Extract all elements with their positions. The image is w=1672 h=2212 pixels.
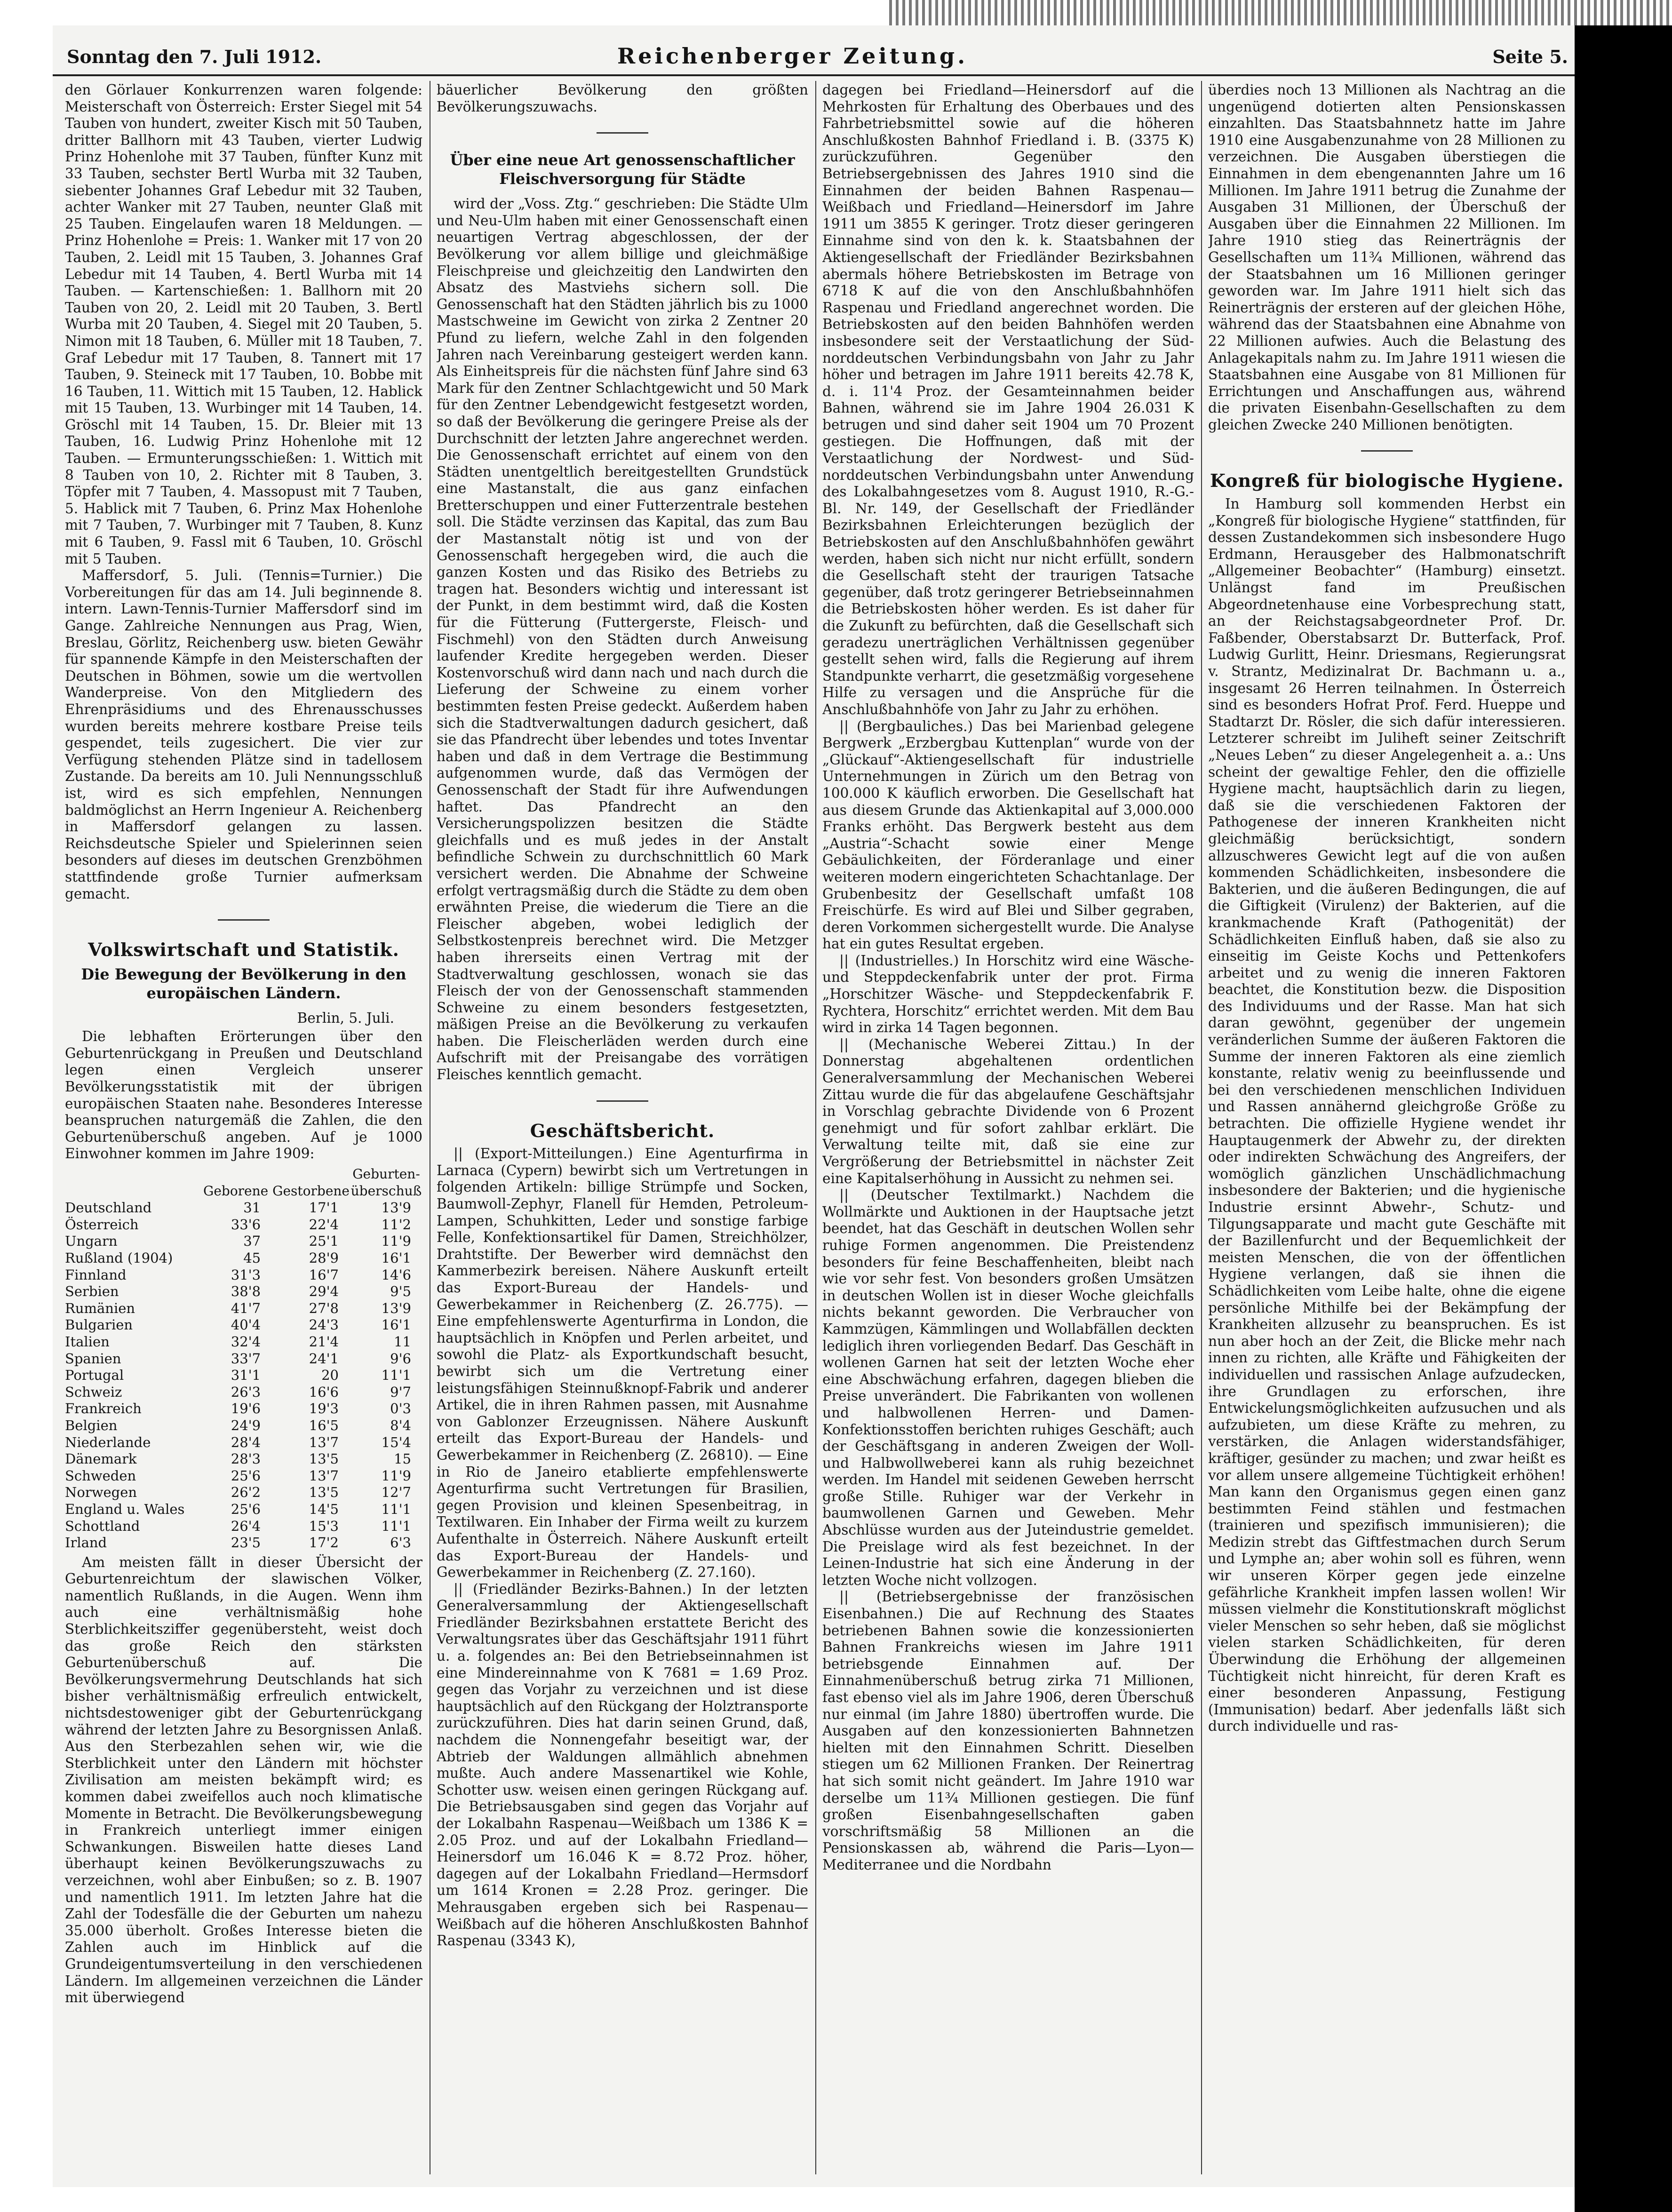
country-cell: Niederlande — [65, 1434, 151, 1450]
table-row — [65, 1283, 422, 1300]
column-rule — [1201, 81, 1202, 2174]
article-headline: Die Bewegung der Bevölkerung in den europäischen Ländern. — [81, 965, 406, 1002]
country-cell: Dänemark — [65, 1451, 137, 1467]
article-text: dagegen bei Friedland—Heinersdorf auf die Mehrkosten für Erhaltung des Oberbaues und des Fahrbetriebsmittel sowie auf die höheren Anschlußkosten Bahnhof Friedland i. B. (3375 K) zurückzuführen. Gegenüber den Betriebsergebnissen des Jahres 1910 sind die Einnahmen der beiden Bahnen Raspenau—Weißbach und Friedland—Heinersdorf im Jahre 1911 um 3855 K geringer. Trotz dieser geringeren Einnahme sind von den k. k. Staatsbahnen der Aktiengesellschaft der Friedländer Bezirksbahnen abermals höhere Betriebskosten im Betrage von 6718 K auf die von den Anschlußbahnhöfen Raspenau und Friedland angerechnet worden. Die Betriebskosten auf den beiden Bahnhöfen werden insbesondere seit der Verstaatlichung der Süd-norddeutschen Verbindungsbahn von Jahr zu Jahr höher und betragen im Jahre 1911 bereits 42.78 K, d. i. 11'4 Proz. der Gesamteinnahmen beider Bahnen, während sie im Jahre 1904 26.031 K betrugen und sind daher seit 1904 um 70 Prozent gestiegen. Die Hoffnungen, daß mit der Verstaatlichung der Nordwest- und Süd-norddeutschen Verbindungsbahn unter Anwendung des Lokalbahngesetzes vom 8. August 1910, R.-G.-Bl. Nr. 149, der Gesellschaft der Friedländer Bezirksbahnen Erleichterungen bezüglich der Betriebskosten auf den Anschlußbahnhöfen gewährt werden, haben sich nicht nur nicht erfüllt, sondern die Gesellschaft steht der traurigen Tatsache gegenüber, daß trotz geringerer Betriebseinnahmen die Betriebskosten höher werden. Es ist daher für die Zukunft zu befürchten, daß die Gesellschaft sich geradezu unerträglichen Verhältnissen gegenüber gestellt sehen wird, falls die Regierung auf ihrem Standpunkte verharrt, die gesetzmäßig vorgesehene Hilfe zu versagen und die Ansprüche für die Anschlußbahnhöfe von Jahr zu Jahr zu erhöhen. — [822, 82, 1194, 717]
table-row — [65, 1535, 422, 1552]
value-cell: 14'6 — [381, 1266, 411, 1283]
value-cell: 0'3 — [390, 1400, 411, 1417]
value-cell: 45 — [243, 1250, 261, 1266]
value-cell: 22'4 — [309, 1216, 339, 1233]
table-row — [65, 1334, 422, 1351]
value-cell: 37 — [243, 1233, 261, 1249]
value-cell: 23'5 — [231, 1535, 261, 1551]
value-cell: 25'6 — [231, 1467, 261, 1484]
value-cell: 17'2 — [309, 1535, 339, 1551]
value-cell: 11'1 — [381, 1501, 411, 1517]
country-cell: Serbien — [65, 1283, 119, 1300]
value-cell: 31'3 — [231, 1266, 261, 1283]
value-cell: 11'9 — [381, 1467, 411, 1484]
table-header: Geburten-überschuß — [350, 1166, 422, 1199]
section-divider — [597, 1100, 648, 1102]
section-heading: Kongreß für biologische Hygiene. — [1210, 470, 1564, 492]
value-cell: 26'2 — [231, 1484, 261, 1501]
value-cell: 11 — [394, 1333, 411, 1350]
table-row — [65, 1367, 422, 1384]
section-divider — [218, 919, 270, 921]
scan-artifact-dots — [889, 0, 1672, 25]
value-cell: 40'4 — [231, 1317, 261, 1333]
value-cell: 13'9 — [381, 1300, 411, 1316]
value-cell: 31'1 — [231, 1367, 261, 1384]
article-text: Die lebhaften Erörterungen über den Geburtenrückgang in Preußen und Deutschland legen einen Vergleich unserer Bevölkerungsstatistik mit der übrigen europäischen Staaten nahe. Besonderes Interesse beanspruchen naturgemäß die Zahlen, die den Geburtenüberschuß angeben. Auf je 1000 Einwohner kommen im Jahre 1909: — [65, 1028, 422, 1162]
country-cell: Schottland — [65, 1518, 140, 1534]
value-cell: 26'4 — [231, 1518, 261, 1534]
value-cell: 41'7 — [231, 1300, 261, 1316]
country-cell: Deutschland — [65, 1200, 152, 1216]
value-cell: 29'4 — [309, 1283, 339, 1300]
value-cell: 27'8 — [309, 1300, 339, 1316]
country-cell: Norwegen — [65, 1484, 137, 1501]
column-4 — [1208, 82, 1566, 2175]
value-cell: 38'8 — [231, 1283, 261, 1300]
value-cell: 9'7 — [390, 1384, 411, 1400]
article-text: || (Industrielles.) In Horschitz wird eine Wäsche- und Steppdeckenfabrik unter der prot. Firma „Horschitzer Wäsche- und Steppdeckenfabrik F. Rychtera, Horschitz“ errichtet werden. Mit dem Bau wird in zirka 14 Tagen begonnen. — [822, 952, 1194, 1036]
value-cell: 25'6 — [231, 1501, 261, 1517]
value-cell: 11'1 — [381, 1367, 411, 1384]
article-text: || (Export-Mitteilungen.) Eine Agenturfirma in Larnaca (Cypern) bewirbt sich um Vertretungen in folgenden Artikeln: billige Strümpfe und Socken, Baumwoll-Zephyr, Flanell für Hemden, Petroleum-Lampen, Schuhkitten, Leder und sonstige farbige Felle, Konfektionsartikel für Damen, Streichhölzer, Drahtstifte. Der Bewerber wird demnächst den Kammerbezirk bereisen. Nähere Auskunft erteilt das Export-Bureau der Handels- und Gewerbekammer in Reichenberg (Z. 26.775). — Eine empfehlenswerte Agenturfirma in London, die hauptsächlich in Knöpfen und Perlen arbeitet, und sowohl die Platz- als Exportkundschaft besucht, bewirbt sich um die Vertretung einer leistungsfähigen Steinnußknopf-Fabrik und anderer Artikel, die in ihren Rahmen passen, mit Ausnahme von Gablonzer Erzeugnissen. Nähere Auskunft erteilt das Export-Bureau der Handels- und Gewerbekammer in Reichenberg (Z. 26810). — Eine in Rio de Janeiro etablierte empfehlenswerte Agenturfirma sucht Vertretungen für Brasilien, gegen Provision und kleinen Spesenbeitrag, in Textilwaren. Ein Inhaber der Firma weilt zu kurzem Aufenthalte in Österreich. Nähere Auskunft erteilt das Export-Bureau der Handels- und Gewerbekammer in Reichenberg (Z. 27.160). — [437, 1146, 808, 1581]
value-cell: 15'4 — [381, 1434, 411, 1450]
section-divider — [1361, 450, 1413, 452]
value-cell: 24'1 — [309, 1350, 339, 1367]
country-cell: Italien — [65, 1333, 110, 1350]
section-divider — [597, 132, 648, 134]
column-2 — [437, 82, 808, 2175]
value-cell: 6'3 — [390, 1535, 411, 1551]
table-row — [65, 1200, 422, 1217]
country-cell: Ungarn — [65, 1233, 118, 1249]
article-text: || (Betriebsergebnisse der französischen Eisenbahnen.) Die auf Rechnung des Staates betriebenen Bahnen sowie die konzessionierten Bahnen Frankreichs wiesen im Jahre 1911 betriebsgende Einnahmen auf. Der Einnahmenüberschuß betrug zirka 71 Millionen, fast ebenso viel als im Jahre 1906, deren Überschuß nur einmal (im Jahre 1880) übertroffen wurde. Die Ausgaben auf den konzessionierten Bahnnetzen hielten mit den Einnahmen Schritt. Dieselben stiegen um 62 Millionen Franken. Der Reinertrag hat sich somit nicht geändert. Im Jahre 1910 war derselbe um 11¾ Millionen gestiegen. Die fünf großen Eisenbahngesellschaften gaben vorschriftsmäßig 58 Millionen an die Pensionskassen ab, während die Paris—Lyon—Mediterranee und die Nordbahn — [822, 1589, 1194, 1873]
column-3 — [822, 82, 1194, 2175]
value-cell: 15 — [394, 1451, 411, 1467]
value-cell: 28'9 — [309, 1250, 339, 1266]
country-cell: Spanien — [65, 1350, 121, 1367]
value-cell: 33'6 — [231, 1216, 261, 1233]
value-cell: 11'1 — [381, 1518, 411, 1534]
article-text: wird der „Voss. Ztg.“ geschrieben: Die Städte Ulm und Neu-Ulm haben mit einer Genossenschaft einen neuartigen Vertrag abgeschlossen, der der Bevölkerung vor allem billige und gleichmäßige Fleischpreise und gleichzeitig den Landwirten den Absatz des Mastviehs sichern soll. Die Genossenschaft hat den Städten jährlich bis zu 1000 Mastschweine im Gewicht von zirka 2 Zentner 20 Pfund zu liefern, welche Zahl in den folgenden Jahren nach Vereinbarung gesteigert werden kann. Als Einheitspreis für die nächsten fünf Jahre sind 63 Mark für den Zentner Schlachtgewicht und 50 Mark für den Zentner Lebendgewicht festgesetzt worden, so daß der Bevölkerung die geringere Preise als der Durchschnitt der letzten Jahre angerechnet werden. Die Genossenschaft errichtet auf einem von den Städten unentgeltlich bereitgestellten Grundstück eine Mastanstalt, die aus ganz einfachen Bretterschuppen und einer Futterzentrale bestehen soll. Die Städte verzinsen das Kapital, das zum Bau der Mastanstalt nötig ist und von der Genossenschaft hergegeben wird, die auch die ganzen Kosten und das Risiko des Betriebs zu tragen hat. Besonders wichtig und interessant ist der Punkt, in dem bestimmt wird, daß die Kosten für die Fütterung (Futtergerste, Fleisch- und Fischmehl) von den Städten durch Anweisung laufender Kredite hergegeben werden. Dieser Kostenvorschuß wird dann nach und nach durch die Lieferung der Schweine zu einem vorher bestimmten festen Preise gedeckt. Außerdem haben sich die Stadtverwaltungen dadurch gesichert, daß sie das Pfandrecht über lebendes und totes Inventar haben und daß in dem Vertrage die Bestimmung aufgenommen wurde, daß das Vermögen der Genossenschaft der Stadt für ihre Aufwendungen haftet. Das Pfandrecht an den Versicherungspolizzen besitzen die Städte gleichfalls und es muß jedes in der Anstalt befindliche Schwein zu durchschnittlich 60 Mark versichert werden. Die Abnahme der Schweine erfolgt vertragsmäßig durch die Städte zu dem oben erwähnten Preise, die wiederum die Tiere an die Fleischer abgeben, wobei lediglich der Selbstkostenpreis berechnet wird. Die Metzger haben ihrerseits einen Vertrag mit der Stadtverwaltung geschlossen, wonach sie das Fleisch der von der Genossenschaft stammenden Schweine zu einem besonders festgesetzten, mäßigen Preise an die Bevölkerung zu verkaufen haben. Die Fleischerläden werden durch eine Aufschrift mit der Preisangabe des vorrätigen Fleisches kenntlich gemacht. — [437, 196, 808, 1083]
section-heading: Volkswirtschaft und Statistik. — [88, 939, 399, 961]
article-text: || (Friedländer Bezirks-Bahnen.) In der letzten Generalversammlung der Aktiengesellschaft Friedländer Bezirksbahnen erstattete Bericht des Verwaltungsrates über das Geschäftsjahr 1911 führt u. a. folgendes an: Bei den Betriebseinnahmen ist eine Mindereinnahme von K 7681 = 1.69 Proz. gegen das Vorjahr zu verzeichnen und ist diese hauptsächlich auf den Rückgang der Holztransporte zurückzuführen. Dies hat darin seinen Grund, daß, nachdem die Nonnengefahr beseitigt war, der Abtrieb der Waldungen allmählich abnehmen mußte. Auch andere Massenartikel wie Kohle, Schotter usw. weisen einen geringen Rückgang auf. Die Betriebsausgaben sind gegen das Vorjahr auf der Lokalbahn Raspenau—Weißbach um 1386 K = 2.05 Proz. und auf der Lokalbahn Friedland—Heinersdorf um 16.046 K = 8.72 Proz. höher, dagegen auf der Lokalbahn Friedland—Hermsdorf um 1614 Kronen = 2.28 Proz. geringer. Die Mehrausgaben ergeben sich bei Raspenau—Weißbach auf die höheren Anschlußkosten Bahnhof Raspenau (3343 K), — [437, 1581, 808, 1949]
dateline: Berlin, 5. Juli. — [297, 1010, 394, 1026]
value-cell: 26'3 — [231, 1384, 261, 1400]
value-cell: 9'5 — [390, 1283, 411, 1300]
table-row — [65, 1484, 422, 1501]
value-cell: 19'3 — [309, 1400, 339, 1417]
table-row — [65, 1451, 422, 1468]
table-header: Geborene — [203, 1183, 269, 1199]
value-cell: 13'7 — [309, 1467, 339, 1484]
value-cell: 20 — [321, 1367, 339, 1384]
table-row — [65, 1233, 422, 1250]
country-cell: Frankreich — [65, 1400, 142, 1417]
value-cell: 24'9 — [231, 1417, 261, 1433]
table-row — [65, 1317, 422, 1334]
value-cell: 31 — [243, 1200, 261, 1216]
country-cell: Finnland — [65, 1266, 127, 1283]
article-text: überdies noch 13 Millionen als Nachtrag an die ungenügend dotierten alten Pensionskassen einzahlten. Das Staatsbahnnetz hatte im Jahre 1910 eine Ausgabenzunahme von 28 Millionen zu verzeichnen. Die Ausgaben überstiegen die Einnahmen in dem ebengenannten Jahre um 16 Millionen. Im Jahre 1911 betrug die Zunahme der Ausgaben 31 Millionen, der Überschuß der Ausgaben über die Einnahmen 22 Millionen. Im Jahre 1910 stieg das Reinerträgnis der Gesellschaften um 11¾ Millionen, während das der Staatsbahnen um 16 Millionen geringer geworden war. Im Jahre 1911 hielt sich das Reinerträgnis der ersteren auf der gleichen Höhe, während das der Staatsbahnen eine Abnahme von 22 Millionen aufwies. Auch die Belastung des Anlagekapitals nahm zu. Im Jahre 1911 wiesen die Staatsbahnen eine Ausgabe von 81 Millionen für Errichtungen und Anschaffungen aus, während die privaten Eisenbahn-Gesellschaften zu dem gleichen Zwecke 240 Millionen benötigten. — [1208, 82, 1566, 433]
value-cell: 21'4 — [309, 1333, 339, 1350]
value-cell: 13'7 — [309, 1434, 339, 1450]
newspaper-title: Reichenberger Zeitung. — [617, 43, 968, 69]
table-row — [65, 1351, 422, 1368]
masthead — [53, 41, 1575, 76]
table-row — [65, 1384, 422, 1401]
table-row — [65, 1250, 422, 1267]
country-cell: England u. Wales — [65, 1501, 185, 1517]
value-cell: 11'9 — [381, 1233, 411, 1249]
value-cell: 8'4 — [390, 1417, 411, 1433]
scan-border — [1575, 25, 1672, 2212]
value-cell: 16'6 — [309, 1384, 339, 1400]
table-header: Gestorbene — [272, 1183, 350, 1199]
value-cell: 25'1 — [309, 1233, 339, 1249]
value-cell: 16'7 — [309, 1266, 339, 1283]
value-cell: 14'5 — [309, 1501, 339, 1517]
value-cell: 13'9 — [381, 1200, 411, 1216]
country-cell: Rußland (1904) — [65, 1250, 173, 1266]
value-cell: 28'3 — [231, 1451, 261, 1467]
table-row — [65, 1417, 422, 1434]
value-cell: 16'1 — [381, 1317, 411, 1333]
country-cell: Schweiz — [65, 1384, 122, 1400]
country-cell: Schweden — [65, 1467, 136, 1484]
table-row — [65, 1267, 422, 1284]
article-text: Maffersdorf, 5. Juli. (Tennis=Turnier.) Die Vorbereitungen für das am 14. Juli beginnende 8. intern. Lawn-Tennis-Turnier Maffersdorf sind im Gange. Zahlreiche Nennungen aus Prag, Wien, Breslau, Görlitz, Reichenberg usw. bieten Gewähr für spannende Kämpfe in den Meisterschaften der Deutschen in Böhmen, sowie um die wertvollen Wanderpreise. Von den Mitgliedern des Ehrenpräsidiums und des Ehrenausschusses wurden bereits mehrere kostbare Preise teils gespendet, teils zugesichert. Die vier zur Verfügung stehenden Plätze sind in tadellosem Zustande. Da bereits am 10. Juli Nennungsschluß ist, wird es sich empfehlen, Nennungen baldmöglichst an Herrn Ingenieur A. Reichenberg in Maffersdorf gelangen zu lassen. Reichsdeutsche Spieler und Spielerinnen seien besonders auf dieses im deutschen Grenzböhmen stattfindende große Turnier aufmerksam gemacht. — [65, 567, 422, 902]
article-text: || (Mechanische Weberei Zittau.) In der Donnerstag abgehaltenen ordentlichen Generalversammlung der Mechanischen Weberei Zittau wurde die für das abgelaufene Geschäftsjahr in Vorschlag gebrachte Dividende von 6 Prozent genehmigt und für sofort zahlbar erklärt. Die Verwaltung teilte mit, daß sie eine zur Vergrößerung der Betriebsmittel in nächster Zeit eine Kapitalserhöhung in Aussicht zu nehmen sei. — [822, 1036, 1194, 1186]
section-heading: Geschäftsbericht. — [530, 1120, 715, 1141]
article-text: || (Bergbauliches.) Das bei Marienbad gelegene Bergwerk „Erzbergbau Kuttenplan“ wurde von der „Glückauf“-Aktiengesellschaft für industrielle Unternehmungen in Zürich um den Betrag von 100.000 K käuflich erworben. Die Gesellschaft hat aus diesem Grunde das Aktienkapital auf 3,000.000 Franks erhöht. Das Bergwerk besteht aus dem „Austria“-Schacht sowie einer Menge Gebäulichkeiten, der Förderanlage und einer weiteren modern eingerichteten Schachtanlage. Der Grubenbesitz der Gesellschaft umfaßt 108 Freischürfe. Es wird auf Blei und Silber gegraben, deren Vorkommen sichergestellt wurde. Die Analyse hat ein gutes Resultat ergeben. — [822, 718, 1194, 952]
value-cell: 33'7 — [231, 1350, 261, 1367]
country-cell: Rumänien — [65, 1300, 135, 1316]
newspaper-page — [53, 25, 1575, 2187]
country-cell: Portugal — [65, 1367, 124, 1384]
value-cell: 13'5 — [309, 1484, 339, 1501]
table-row — [65, 1217, 422, 1233]
value-cell: 16'5 — [309, 1417, 339, 1433]
value-cell: 15'3 — [309, 1518, 339, 1534]
issue-date: Sonntag den 7. Juli 1912. — [67, 46, 322, 67]
country-cell: Belgien — [65, 1417, 118, 1433]
value-cell: 17'1 — [309, 1200, 339, 1216]
country-cell: Irland — [65, 1535, 107, 1551]
value-cell: 24'3 — [309, 1317, 339, 1333]
value-cell: 28'4 — [231, 1434, 261, 1450]
article-text: In Hamburg soll kommenden Herbst ein „Kongreß für biologische Hygiene“ stattfinden, für dessen Zustandekommen sich insbesondere Hugo Erdmann, Herausgeber des Halbmonatschrift „Allgemeiner Beobachter“ (Hamburg) einsetzt. Unlängst fand im Preußischen Abgeordnetenhause eine Vorbesprechung statt, an der Reichstagsabgeordneter Prof. Dr. Faßbender, Oberstabsarzt Dr. Butterfack, Prof. Ludwig Gurlitt, Heinr. Driesmans, Regierungsrat v. Strantz, Medizinalrat Dr. Bachmann u. a., insgesamt 26 Herren teilnahmen. In Österreich sind es besonders Hofrat Prof. Ferd. Hueppe und Stadtarzt Dr. Rösler, die sich dafür interessieren. Letzterer schreibt im Juliheft seiner Zeitschrift „Neues Leben“ zu dieser Angelegenheit a. a.: Uns scheint der gewaltige Fehler, den die offizielle Hygiene macht, hauptsächlich darin zu liegen, daß sie die verschiedenen Faktoren der Pathogenese der inneren Krankheiten nicht gleichmäßig berücksichtigt, sondern allzuschweres Gewicht legt auf die von außen kommenden Schädlichkeiten, insbesondere die Bakterien, und die äußeren Bedingungen, die auf die Giftigkeit (Virulenz) der Bakterien, auf die krankmachende Kraft (Pathogenität) der Schädlichkeiten Einfluß haben, daß sie also zu einseitig im Geiste Kochs und Pettenkofers arbeitet und zu wenig die inneren Faktoren beachtet, die Konstitution bezw. die Disposition des Individuums und der Rasse. Man hat sich daran gewöhnt, gegenüber der ungemein veränderlichen Summe der äußeren Faktoren die Summe der inneren Faktoren als eine ziemlich konstante, relativ wenig zu beeinflussende und bei den verschiedenen menschlichen Individuen und Rassen annähernd gleichgroße Größe zu betrachten. Die offizielle Hygiene wendet ihr Hauptaugenmerk der Abwehr zu, der direkten oder indirekten Schwächung des Angreifers, der womöglich gänzlichen Unschädlichmachung insbesondere der Bakterien; und die hygienische Industrie ersinnt Abwehr-, Schutz- und Tilgungsapparate und macht gute Geschäfte mit der Bazillenfurcht und der Bequemlichkeit der meisten Menschen, die von der öffentlichen Hygiene verlangen, daß sie ihnen die Schädlichkeiten vom Leibe halte, ohne die eigene persönliche Mithilfe bei der Bekämpfung der Krankheiten allzusehr zu beanspruchen. Es ist nun aber hoch an der Zeit, die Blicke mehr nach innen zu richten, alle Kräfte und Fähigkeiten der individuellen und rassischen Anlage aufzudecken, ihre Grundlagen zu erforschen, ihre Entwickelungsmöglichkeiten aufzusuchen und als aufzubieten, um diese Kräfte zu mehren, zu verstärken, die Anlagen widerstandsfähiger, kräftiger, gesünder zu machen; und zwar heißt es vor allem unsere allgemeine Tüchtigkeit erhöhen! Man kann den Organismus gegen einen ganz bestimmten Feind stählen und festmachen (trainieren und spezifisch immunisieren); die Medizin strebt das Giftfestmachen durch Serum und Lymphe an; aber wohin soll es führen, wenn wir unseren Körper gegen jede einzelne gefährliche Krankheit impfen lassen wollen! Wir müssen vielmehr die Konstitutionskraft möglichst vieler Menschen so sehr heben, daß sie möglichst vielen starken Schädlichkeiten, für deren Überwindung die Erhöhung der allgemeinen Tüchtigkeit nicht hinreicht, für deren Kraft es einer besonderen Anpassung, Festigung (Immunisation) bedarf. Aber jedenfalls läßt sich durch individuelle und ras- — [1208, 496, 1566, 1735]
value-cell: 9'6 — [390, 1350, 411, 1367]
table-row — [65, 1400, 422, 1417]
table-row — [65, 1434, 422, 1451]
country-cell: Bulgarien — [65, 1317, 133, 1333]
table-header-row — [65, 1165, 422, 1200]
value-cell: 12'7 — [381, 1484, 411, 1501]
value-cell: 19'6 — [231, 1400, 261, 1417]
table-row — [65, 1300, 422, 1317]
article-text: || (Deutscher Textilmarkt.) Nachdem die Wollmärkte und Auktionen in der Hauptsache jetzt beendet, hat das Geschäft in deutschen Wollen sehr ruhige Formen angenommen. Die Preistendenz besonders für feine Beschaffenheiten, bleibt nach wie vor sehr fest. Von besonders großen Umsätzen in deutschen Wollen ist in dieser Woche gleichfalls nichts bekannt geworden. Die Verbraucher von Kammzügen, Kämmlingen und Wollabfällen deckten lediglich ihren vorliegenden Bedarf. Das Geschäft in wollenen Garnen hat seit der letzten Woche eher eine Abschwächung erfahren, dagegen blieben die Preise unverändert. Die Fabrikanten von wollenen und halbwollenen Herren- und Damen-Konfektionsstoffen berichten ruhiges Geschäft; auch der Geschäftsgang in anderen Zweigen der Woll- und Halbwollweberei kann als ruhig bezeichnet werden. Im Handel mit seidenen Geweben herrscht große Stille. Ruhiger war der Verkehr in baumwollenen Garnen und Geweben. Mehr Abschlüsse wurden aus der Juteindustrie gemeldet. Die Preislage wird als fest bezeichnet. In der Leinen-Industrie hat sich eine Änderung in der letzten Woche nicht vollzogen. — [822, 1187, 1194, 1588]
value-cell: 32'4 — [231, 1333, 261, 1350]
article-text: bäuerlicher Bevölkerung den größten Bevölkerungszuwachs. — [437, 82, 808, 115]
article-headline: Über eine neue Art genossenschaftlicher Fleischversorgung für Städte — [450, 151, 795, 188]
value-cell: 16'1 — [381, 1250, 411, 1266]
article-text: den Görlauer Konkurrenzen waren folgende: Meisterschaft von Österreich: Erster Siegel mit 54 Tauben von hundert, zweiter Kisch mit 50 Tauben, dritter Ballhorn mit 43 Tauben, vierter Ludwig Prinz Hohenlohe mit 37 Tauben, fünfter Kunz mit 33 Tauben, sechster Bertl Wurba mit 32 Tauben, siebenter Johannes Graf Lebedur mit 32 Tauben, achter Wanker mit 27 Tauben, neunter Glaß mit 25 Tauben. Eingelaufen waren 18 Meldungen. — Prinz Hohenlohe = Preis: 1. Wanker mit 17 von 20 Tauben, 2. Leidl mit 15 Tauben, 3. Johannes Graf Lebedur mit 14 Tauben, 4. Bertl Wurba mit 14 Tauben. — Kartenschießen: 1. Ballhorn mit 20 Tauben von 20, 2. Leidl mit 20 Tauben, 3. Bertl Wurba mit 20 Tauben, 4. Siegel mit 20 Tauben, 5. Nimon mit 18 Tauben, 6. Müller mit 18 Tauben, 7. Graf Lebedur mit 17 Tauben, 8. Tannert mit 17 Tauben, 9. Steineck mit 17 Tauben, 10. Bobbe mit 16 Tauben, 11. Wittich mit 15 Tauben, 12. Hablick mit 15 Tauben, 13. Wurbinger mit 14 Tauben, 14. Gröschl mit 14 Tauben, 15. Dr. Bleier mit 13 Tauben, 16. Ludwig Prinz Hohenlohe mit 12 Tauben. — Ermunterungsschießen: 1. Wittich mit 8 Tauben von 10, 2. Richter mit 8 Tauben, 3. Töpfer mit 7 Tauben, 4. Massopust mit 7 Tauben, 5. Hablick mit 7 Tauben, 6. Prinz Max Hohenlohe mit 7 Tauben, 7. Wurbinger mit 7 Tauben, 8. Kunz mit 6 Tauben, 9. Fassl mit 6 Tauben, 10. Gröschl mit 5 Tauben. — [65, 82, 422, 567]
table-row — [65, 1501, 422, 1518]
column-1 — [65, 82, 422, 2175]
page-number: Seite 5. — [1492, 46, 1568, 67]
table-row — [65, 1518, 422, 1535]
population-table — [65, 1165, 422, 1552]
value-cell: 11'2 — [381, 1216, 411, 1233]
article-text: Am meisten fällt in dieser Übersicht der Geburtenreichtum der slawischen Völker, namentlich Rußlands, in die Augen. Wenn ihm auch eine verhältnismäßig hohe Sterblichkeitsziffer gegenübersteht, weist doch das große Reich den stärksten Geburtenüberschuß auf. Die Bevölkerungsvermehrung Deutschlands hat sich bisher verhältnismäßig erfreulich entwickelt, nichtsdestoweniger gibt der Geburtenrückgang während der letzten Jahre zu Besorgnissen Anlaß. Aus den Sterbezahlen sehen wir, wie die Sterblichkeit unter den Ländern mit höchster Zivilisation am meisten bekämpft wird; es kommen dabei zweifellos auch noch klimatische Momente in Betracht. Die Bevölkerungsbewegung in Frankreich unterliegt immer einigen Schwankungen. Bisweilen hatte dieses Land überhaupt keinen Bevölkerungszuwachs zu verzeichnen, wohl aber Einbußen; so z. B. 1907 und namentlich 1911. Im letzten Jahre hat die Zahl der Todesfälle die der Geburten um nahezu 35.000 überholt. Großes Interesse bieten die Zahlen auch im Hinblick auf die Grundeigentumsverteilung in den verschiedenen Ländern. Im allgemeinen verzeichnen die Länder mit überwiegend — [65, 1554, 422, 2006]
table-row — [65, 1468, 422, 1485]
country-cell: Österreich — [65, 1216, 139, 1233]
column-rule — [815, 81, 816, 2174]
value-cell: 13'5 — [309, 1451, 339, 1467]
